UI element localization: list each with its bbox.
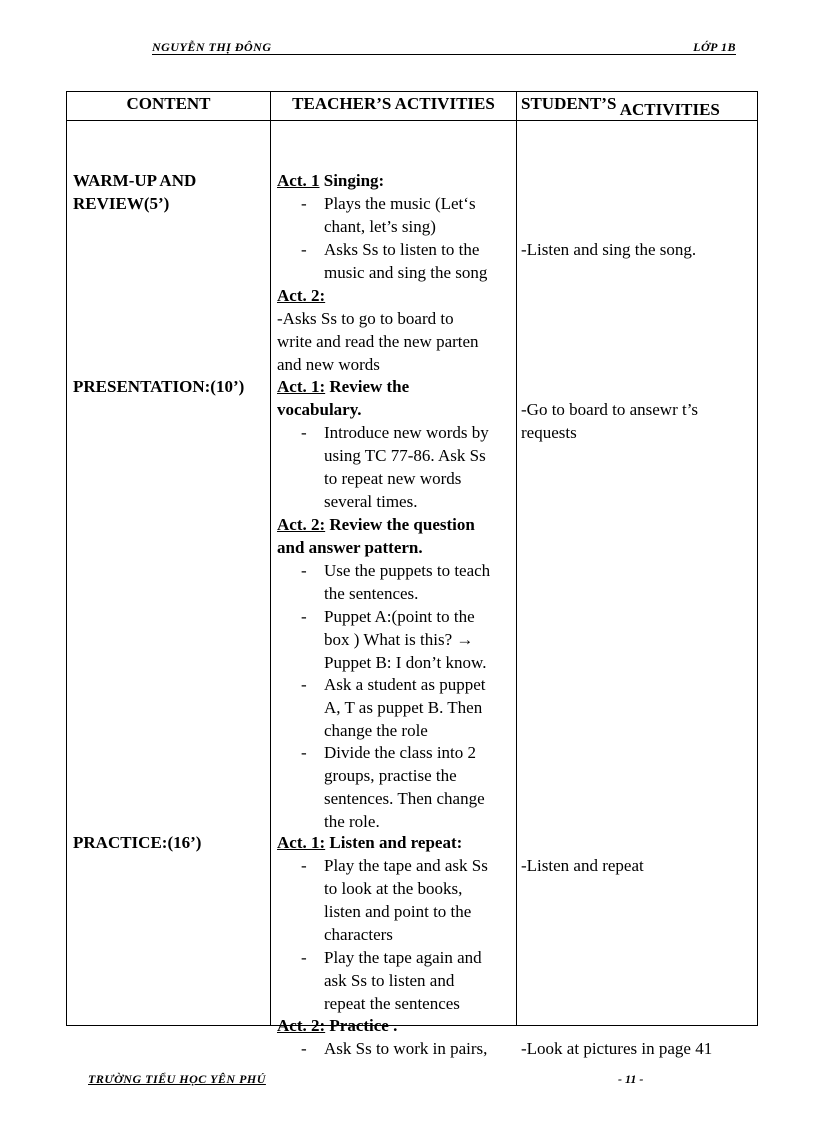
text-line: Puppet A:(point to the — [324, 607, 475, 626]
stage-practice: PRACTICE:(16’) — [73, 833, 202, 852]
text-line: A, T as puppet B. Then — [324, 698, 483, 717]
text-line: groups, practise the — [324, 766, 457, 785]
col-header-student-2: ACTIVITIES — [619, 100, 720, 119]
text-line: write and read the new parten — [277, 332, 479, 351]
text-line: Play the tape and ask Ss — [324, 856, 488, 875]
text-line: the sentences. — [324, 584, 419, 603]
text-line: Ask a student as puppet — [324, 675, 486, 694]
teacher-column — [271, 121, 517, 1058]
page-footer — [88, 1072, 668, 1088]
student-activity: -Go to board to ansewr t’s — [521, 400, 699, 419]
bullet: - — [301, 607, 307, 626]
student-activity: -Listen and repeat — [521, 856, 644, 875]
page-header — [152, 40, 736, 55]
act-heading — [277, 375, 409, 398]
act-heading — [277, 831, 462, 854]
bullet: - — [301, 948, 307, 967]
student-activity: -Look at pictures in page 41 — [521, 1039, 713, 1058]
text-line: to repeat new words — [324, 469, 462, 488]
act-label: Act. 2: — [277, 286, 326, 305]
student-activity: -Listen and sing the song. — [521, 240, 697, 259]
text-line: sentences. Then change — [324, 789, 485, 808]
bullet: - — [301, 743, 307, 762]
act-title: Review the — [325, 377, 410, 396]
col-header-student — [517, 92, 758, 121]
act-title: and answer pattern. — [277, 538, 423, 557]
text-line: listen and point to the — [324, 902, 472, 921]
bullet: - — [301, 423, 307, 442]
act-label: Act. 1: — [277, 833, 326, 852]
header-author: NGUYỄN THỊ ĐÔNG — [152, 40, 272, 54]
bullet: - — [301, 675, 307, 694]
text-line: ask Ss to listen and — [324, 971, 455, 990]
text-line: chant, let’s sing) — [324, 217, 436, 236]
bullet: - — [301, 240, 307, 259]
table-body-row — [67, 121, 758, 1026]
col-header-content: CONTENT — [67, 92, 271, 121]
text-line: and new words — [277, 355, 380, 374]
text-line: Puppet B: I don’t know. — [324, 653, 487, 672]
col-header-teacher: TEACHER’S ACTIVITIES — [271, 92, 517, 121]
text-line: Asks Ss to listen to the — [324, 240, 480, 259]
student-activity: requests — [521, 423, 577, 442]
text-line: characters — [324, 925, 393, 944]
act-label: Act. 1: — [277, 377, 326, 396]
bullet: - — [301, 1039, 307, 1058]
student-column — [517, 121, 758, 1058]
content-column — [67, 121, 271, 1026]
act-title: vocabulary. — [277, 400, 362, 419]
text-line: the role. — [324, 812, 380, 831]
header-class: LỚP 1B — [693, 40, 736, 54]
lesson-plan-table — [66, 91, 758, 1058]
stage-warmup-1: WARM-UP AND — [73, 171, 197, 190]
bullet: - — [301, 561, 307, 580]
act-label: Act. 2: — [277, 515, 326, 534]
act-title: Practice . — [325, 1016, 398, 1035]
page-number: - 11 - — [618, 1072, 644, 1086]
act-heading — [277, 169, 384, 192]
text-line: repeat the sentences — [324, 994, 460, 1013]
text-line: -Asks Ss to go to board to — [277, 309, 454, 328]
text-line: using TC 77-86. Ask Ss — [324, 446, 486, 465]
act-heading — [277, 513, 475, 536]
act-title: Singing: — [319, 171, 385, 190]
text-line: Introduce new words by — [324, 423, 489, 442]
text-line: Ask Ss to work in pairs, — [324, 1039, 488, 1058]
footer-school: TRƯỜNG TIỂU HỌC YÊN PHÚ — [88, 1072, 266, 1086]
bullet: - — [301, 856, 307, 875]
text-line: box ) What is this? → — [324, 630, 474, 649]
text-line: Divide the class into 2 — [324, 743, 477, 762]
act-title: Listen and repeat: — [325, 833, 463, 852]
stage-presentation: PRESENTATION:(10’) — [73, 377, 245, 396]
act-label: Act. 2: — [277, 1016, 326, 1035]
text-line: Use the puppets to teach — [324, 561, 491, 580]
text-line: to look at the books, — [324, 879, 463, 898]
text-line: Plays the music (Let‘s — [324, 194, 476, 213]
stage-warmup-2: REVIEW(5’) — [73, 194, 170, 213]
text-line: several times. — [324, 492, 418, 511]
table-header-row — [67, 92, 758, 121]
act-label: Act. 1 — [277, 171, 320, 190]
text-line: music and sing the song — [324, 263, 488, 282]
text-line: Play the tape again and — [324, 948, 482, 967]
act-heading — [277, 1014, 397, 1037]
col-header-student-1: STUDENT’S — [521, 94, 617, 113]
bullet: - — [301, 194, 307, 213]
act-title: Review the question — [325, 515, 475, 534]
text-line: change the role — [324, 721, 428, 740]
